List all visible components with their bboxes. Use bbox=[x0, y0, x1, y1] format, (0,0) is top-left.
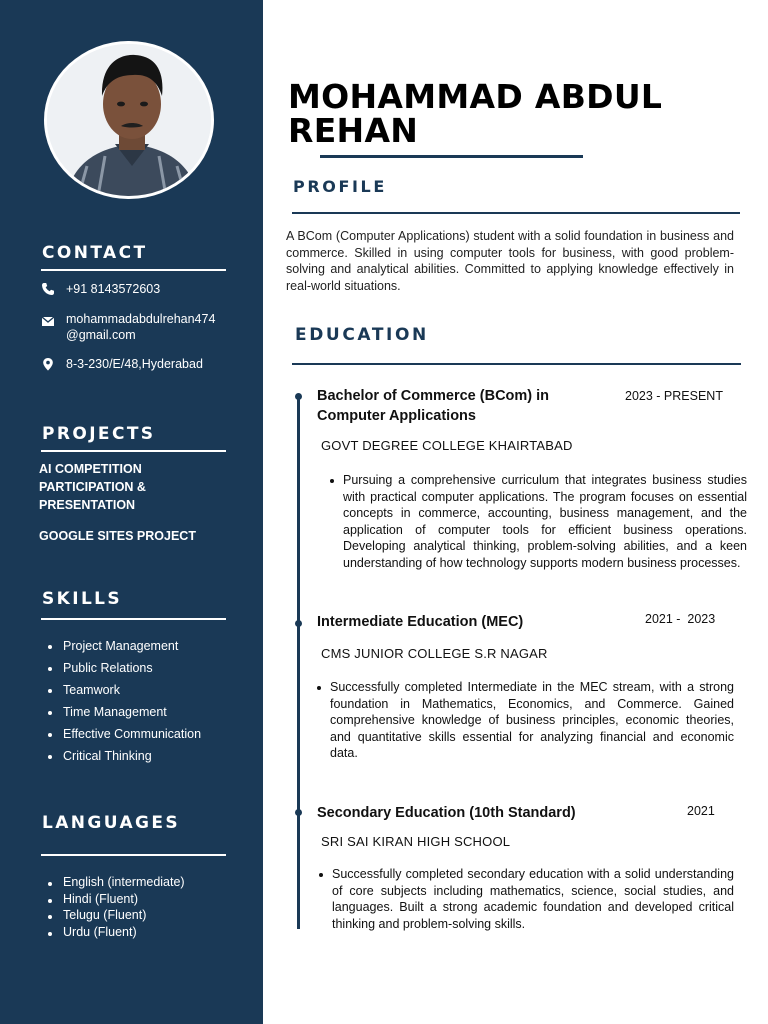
skills-heading: SKILLS bbox=[42, 589, 123, 609]
timeline-dot bbox=[295, 620, 302, 627]
degree-title: Bachelor of Commerce (BCom) in Computer Applications bbox=[317, 388, 550, 424]
profile-divider bbox=[292, 212, 740, 214]
skill-item: Project Management bbox=[48, 638, 201, 660]
project-item: GOOGLE SITES PROJECT bbox=[39, 529, 196, 543]
name-underline bbox=[320, 155, 583, 158]
phone-icon bbox=[41, 282, 55, 296]
skill-item: Public Relations bbox=[48, 660, 201, 682]
languages-heading: LANGUAGES bbox=[42, 813, 181, 833]
profile-photo bbox=[44, 41, 214, 199]
skill-item: Teamwork bbox=[48, 682, 201, 704]
skill-item: Time Management bbox=[48, 704, 201, 726]
language-item: English (intermediate) bbox=[48, 875, 185, 892]
profile-summary: A BCom (Computer Applications) student with a solid foundation in business and commerce. Skilled in using computer tools for business, with good problem-solving and analytical abilities. Committed to applying knowledge effectively in real-world situations. bbox=[286, 229, 734, 293]
email-icon bbox=[41, 314, 55, 328]
phone-number[interactable]: +91 8143572603 bbox=[66, 282, 161, 296]
timeline-dot bbox=[295, 809, 302, 816]
degree-date: 2021 bbox=[687, 804, 715, 818]
languages-list bbox=[48, 875, 185, 941]
skills-divider bbox=[41, 618, 226, 620]
timeline-dot bbox=[295, 393, 302, 400]
degree-date: 2023 - PRESENT bbox=[625, 389, 723, 403]
degree-description: Successfully completed Intermediate in the MEC stream, with a strong foundation in Mathematics, Economics, and Commerce. Gained comprehensive knowledge of business principles, economic theories, and quantitative skills essential for analyzing financial and economic data. bbox=[330, 680, 734, 760]
email-address[interactable]: mohammadabdulrehan474 @gmail.com bbox=[66, 312, 216, 342]
candidate-name: MOHAMMAD ABDUL REHAN bbox=[288, 77, 663, 150]
school-name: GOVT DEGREE COLLEGE KHAIRTABAD bbox=[321, 438, 573, 453]
languages-divider bbox=[41, 854, 226, 856]
project-item: AI COMPETITION PARTICIPATION & PRESENTATION bbox=[39, 462, 146, 512]
contact-phone bbox=[41, 281, 160, 297]
sidebar bbox=[0, 0, 263, 1024]
language-item: Urdu (Fluent) bbox=[48, 925, 185, 942]
degree-title: Intermediate Education (MEC) bbox=[317, 614, 524, 630]
school-name: CMS JUNIOR COLLEGE S.R NAGAR bbox=[321, 646, 548, 661]
education-divider bbox=[292, 363, 741, 365]
degree-description: Successfully completed secondary education with a solid understanding of core subjects including mathematics, science, social studies, and languages. Built a strong academic foundation and developed critical thinking and problem-solving skills. bbox=[332, 867, 734, 931]
projects-heading: PROJECTS bbox=[42, 424, 156, 444]
degree-date: 2021 - 2023 bbox=[645, 612, 716, 626]
degree-title: Secondary Education (10th Standard) bbox=[317, 805, 576, 821]
education-timeline bbox=[297, 396, 300, 929]
contact-divider bbox=[41, 269, 226, 271]
skills-list bbox=[48, 638, 201, 770]
skill-item: Effective Communication bbox=[48, 726, 201, 748]
person-avatar-icon bbox=[47, 44, 214, 199]
profile-heading: PROFILE bbox=[293, 177, 387, 196]
address-text: 8-3-230/E/48,Hyderabad bbox=[66, 357, 203, 371]
education-heading: EDUCATION bbox=[295, 325, 429, 345]
contact-email bbox=[41, 311, 215, 343]
projects-divider bbox=[41, 450, 226, 452]
location-pin-icon bbox=[41, 357, 55, 371]
school-name: SRI SAI KIRAN HIGH SCHOOL bbox=[321, 834, 511, 849]
degree-description: Pursuing a comprehensive curriculum that integrates business studies with practical computer applications. The program focuses on essential concepts in commerce, accounting, business management, and the application of computer tools for efficient business operations. Developing analytical thinking, problem-solving abilities, and a keen understanding of how technology supports modern business processes. bbox=[343, 473, 747, 570]
language-item: Hindi (Fluent) bbox=[48, 892, 185, 909]
language-item: Telugu (Fluent) bbox=[48, 908, 185, 925]
contact-address bbox=[41, 356, 203, 372]
contact-heading: CONTACT bbox=[42, 243, 148, 263]
skill-item: Critical Thinking bbox=[48, 748, 201, 770]
